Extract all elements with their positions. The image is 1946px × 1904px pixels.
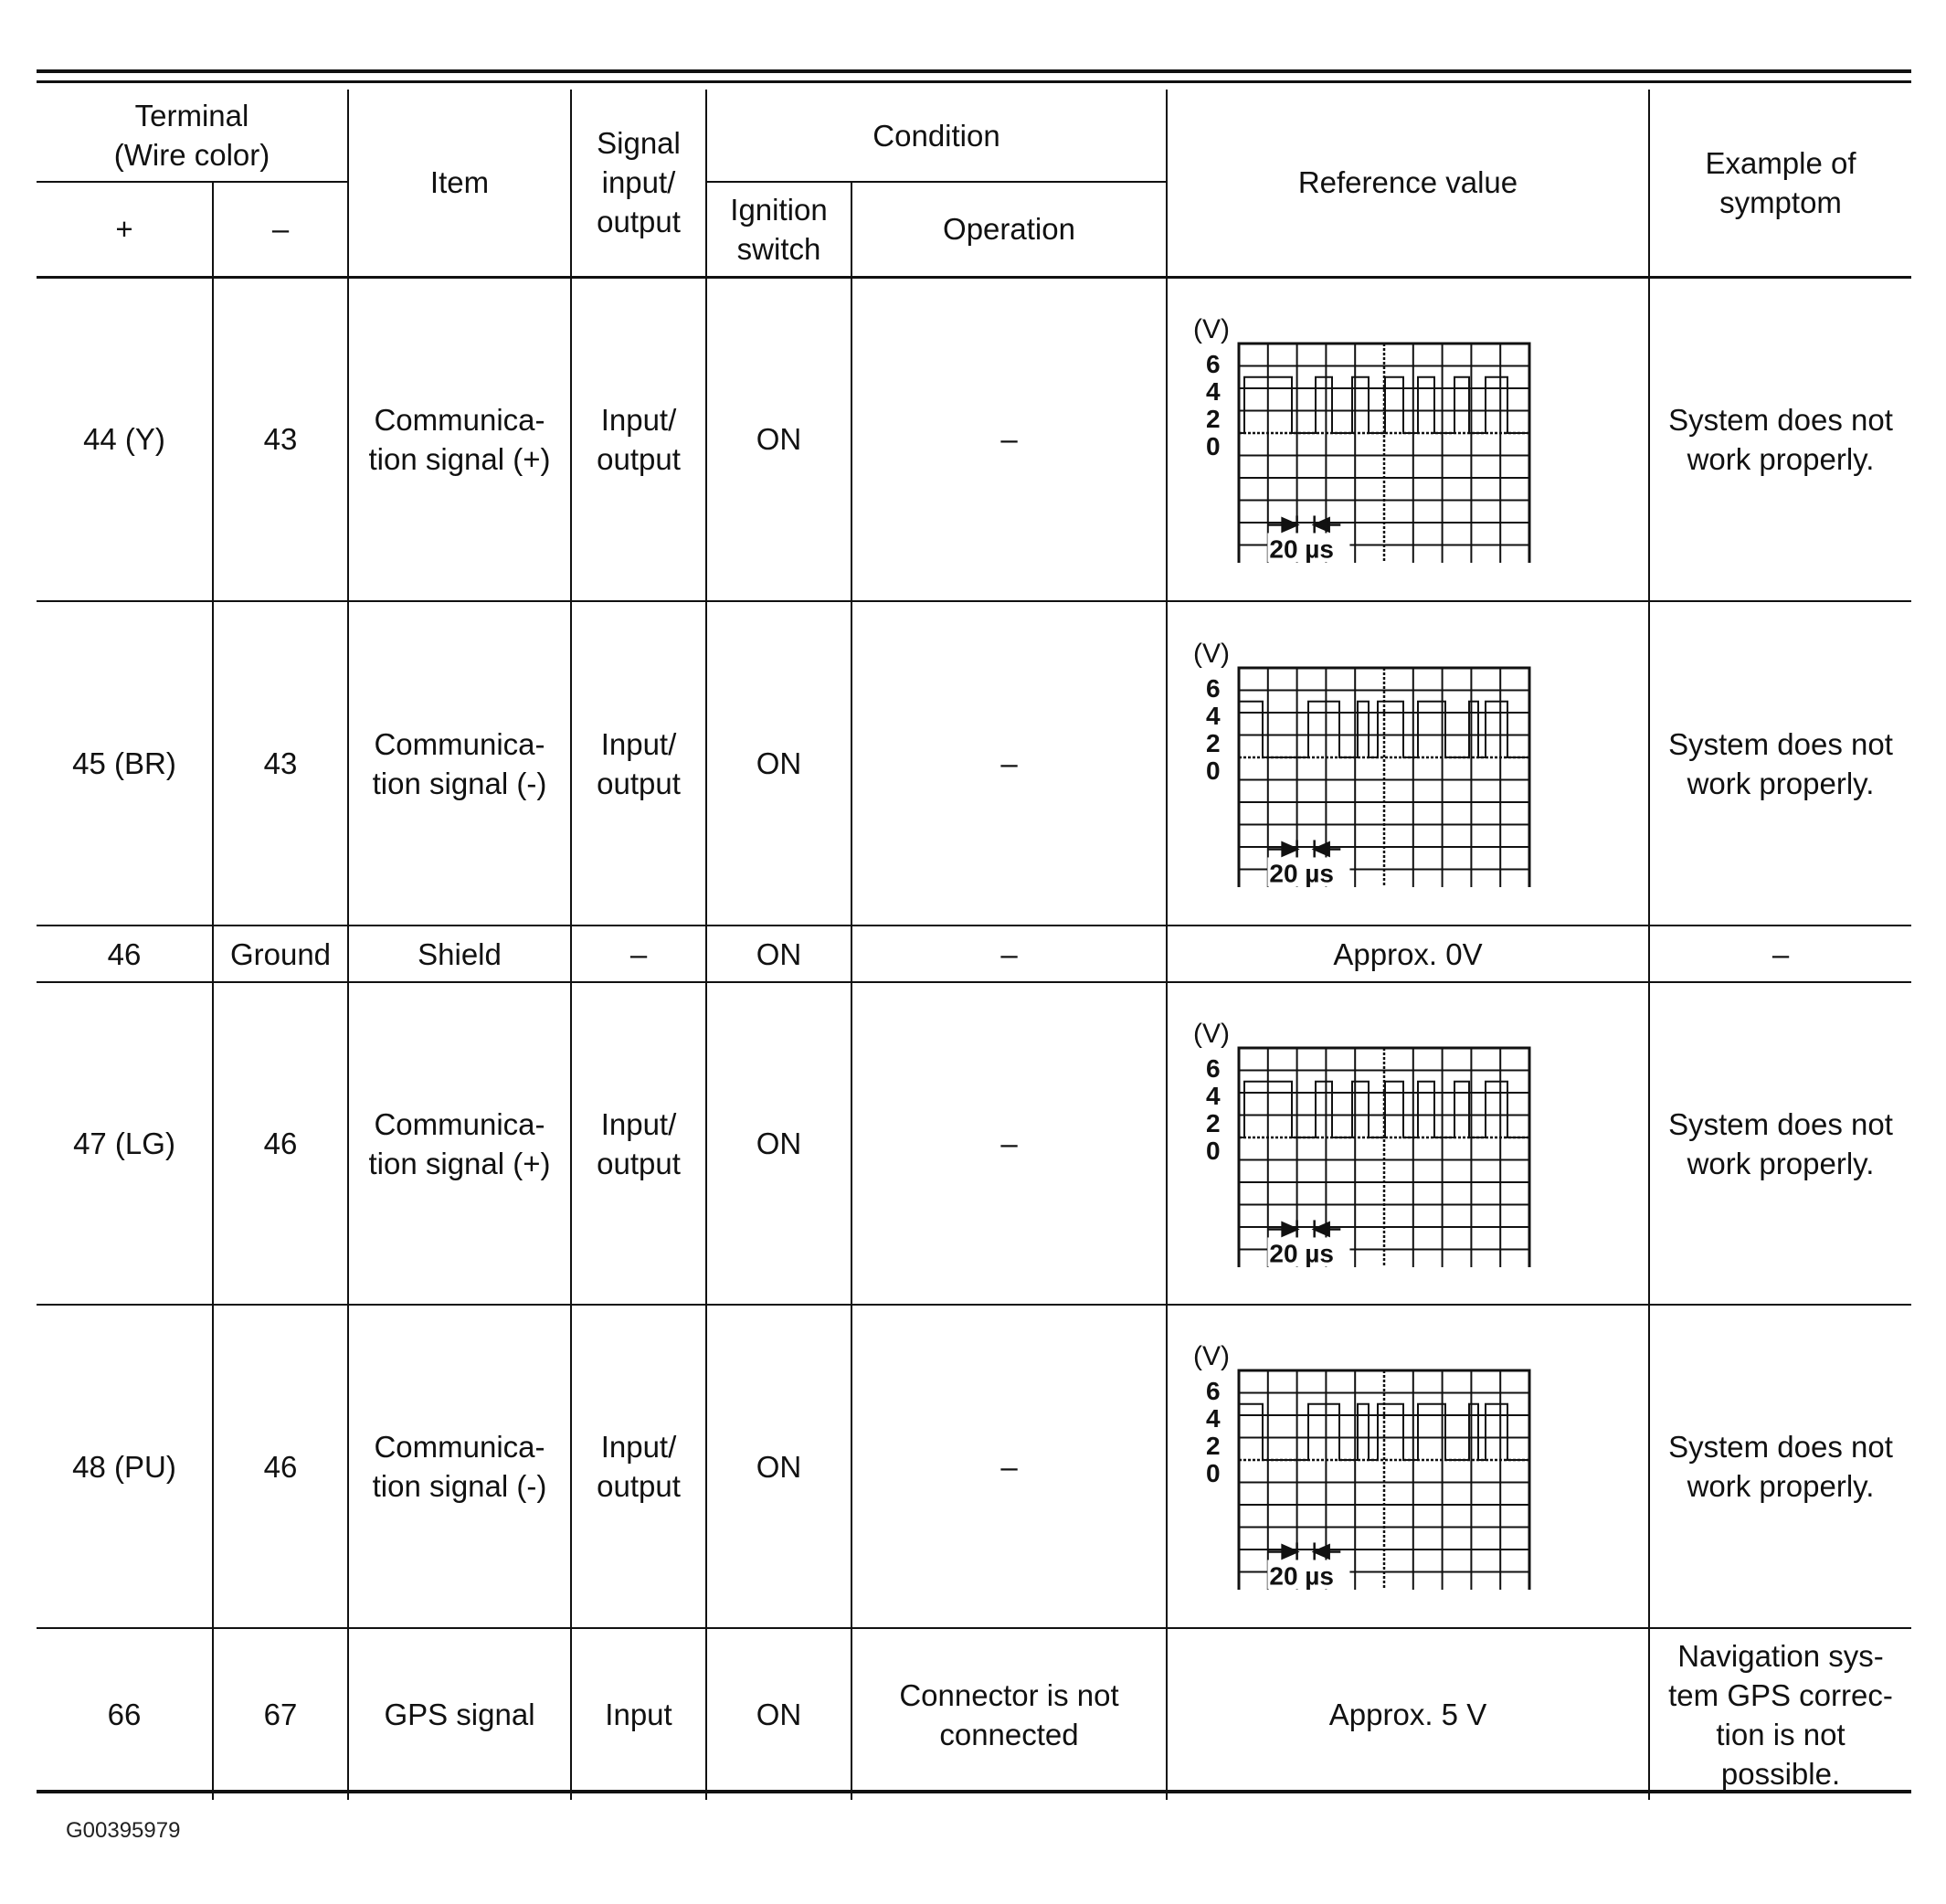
item-name: Shield xyxy=(348,926,571,982)
item-name: Communica- tion signal (-) xyxy=(348,601,571,926)
ignition-switch: ON xyxy=(706,601,851,926)
example-symptom: Navigation sys- tem GPS correc- tion is not possible. xyxy=(1649,1628,1911,1800)
signal-io: Input/ output xyxy=(571,1305,706,1628)
reference-value: Approx. 0V xyxy=(1167,926,1649,982)
terminal-plus: 48 (PU) xyxy=(37,1305,213,1628)
terminal-plus: 46 xyxy=(37,926,213,982)
y-axis-label: (V) xyxy=(1193,1343,1230,1371)
y-tick-label: 2 xyxy=(1206,404,1221,433)
reference-value xyxy=(1167,1305,1649,1628)
terminal-minus: 46 xyxy=(213,982,348,1305)
operation: Connector is not connected xyxy=(851,1628,1167,1800)
header-reference: Reference value xyxy=(1167,90,1649,277)
y-tick-label: 4 xyxy=(1206,376,1221,406)
header-condition: Condition xyxy=(706,90,1167,182)
waveform-chart xyxy=(1193,1021,1549,1267)
figure-code: G00395979 xyxy=(66,1818,181,1843)
table-row xyxy=(37,277,1911,601)
item-name: GPS signal xyxy=(348,1628,571,1800)
waveform-chart xyxy=(1193,640,1549,887)
operation: – xyxy=(851,601,1167,926)
top-rule-thin xyxy=(37,80,1911,83)
terminal-spec-table xyxy=(37,90,1911,1800)
ignition-switch: ON xyxy=(706,1305,851,1628)
item-name: Communica- tion signal (-) xyxy=(348,1305,571,1628)
terminal-plus: 45 (BR) xyxy=(37,601,213,926)
top-rule-thick xyxy=(37,69,1911,73)
item-name: Communica- tion signal (+) xyxy=(348,982,571,1305)
example-symptom: – xyxy=(1649,926,1911,982)
terminal-plus: 66 xyxy=(37,1628,213,1800)
ignition-switch: ON xyxy=(706,1628,851,1800)
y-axis-label: (V) xyxy=(1193,315,1230,344)
operation: – xyxy=(851,1305,1167,1628)
terminal-minus: 67 xyxy=(213,1628,348,1800)
y-tick-label: 4 xyxy=(1206,1081,1221,1110)
y-tick-label: 0 xyxy=(1206,431,1221,460)
terminal-plus: 44 (Y) xyxy=(37,277,213,601)
reference-value: Approx. 5 V xyxy=(1167,1628,1649,1800)
example-symptom: System does not work properly. xyxy=(1649,277,1911,601)
waveform-trace xyxy=(1239,377,1529,433)
reference-value xyxy=(1167,601,1649,926)
y-axis-label: (V) xyxy=(1193,1020,1230,1049)
terminal-minus: 43 xyxy=(213,277,348,601)
signal-io: Input/ output xyxy=(571,601,706,926)
y-tick-label: 0 xyxy=(1206,1136,1221,1165)
waveform-chart xyxy=(1193,1343,1549,1590)
y-tick-label: 2 xyxy=(1206,1108,1221,1137)
table-row xyxy=(37,982,1911,1305)
item-name: Communica- tion signal (+) xyxy=(348,277,571,601)
example-symptom: System does not work properly. xyxy=(1649,601,1911,926)
y-tick-label: 6 xyxy=(1206,1377,1221,1405)
example-symptom: System does not work properly. xyxy=(1649,982,1911,1305)
signal-io: – xyxy=(571,926,706,982)
header-ignition: Ignition switch xyxy=(706,182,851,277)
example-symptom: System does not work properly. xyxy=(1649,1305,1911,1628)
time-scale-marker xyxy=(1268,515,1341,534)
y-tick-label: 4 xyxy=(1206,701,1221,730)
signal-io: Input/ output xyxy=(571,982,706,1305)
operation: – xyxy=(851,926,1167,982)
y-tick-label: 4 xyxy=(1206,1404,1221,1433)
y-tick-label: 6 xyxy=(1206,349,1221,378)
operation: – xyxy=(851,277,1167,601)
time-scale-label: 20 µs xyxy=(1269,534,1335,563)
time-scale-label: 20 µs xyxy=(1269,1238,1335,1267)
terminal-plus: 47 (LG) xyxy=(37,982,213,1305)
y-tick-label: 6 xyxy=(1206,1053,1221,1083)
time-scale-marker xyxy=(1268,1220,1341,1238)
time-scale-marker xyxy=(1268,840,1341,858)
signal-io: Input xyxy=(571,1628,706,1800)
ignition-switch: ON xyxy=(706,926,851,982)
table-row xyxy=(37,1305,1911,1628)
signal-io: Input/ output xyxy=(571,277,706,601)
waveform-trace xyxy=(1239,1081,1529,1137)
table-row xyxy=(37,1628,1911,1800)
y-tick-label: 2 xyxy=(1206,728,1221,757)
reference-value xyxy=(1167,982,1649,1305)
y-tick-label: 0 xyxy=(1206,1459,1221,1487)
terminal-minus: 43 xyxy=(213,601,348,926)
time-scale-label: 20 µs xyxy=(1269,858,1335,887)
ignition-switch: ON xyxy=(706,277,851,601)
y-tick-label: 2 xyxy=(1206,1432,1221,1460)
header-signal: Signal input/ output xyxy=(571,90,706,277)
y-axis-label: (V) xyxy=(1193,640,1230,669)
table-row xyxy=(37,601,1911,926)
y-tick-label: 0 xyxy=(1206,756,1221,785)
time-scale-marker xyxy=(1268,1542,1341,1560)
reference-value xyxy=(1167,277,1649,601)
terminal-minus: Ground xyxy=(213,926,348,982)
ignition-switch: ON xyxy=(706,982,851,1305)
table-row xyxy=(37,926,1911,982)
header-item: Item xyxy=(348,90,571,277)
header-operation: Operation xyxy=(851,182,1167,277)
time-scale-label: 20 µs xyxy=(1269,1561,1335,1590)
header-terminal: Terminal (Wire color) xyxy=(37,90,348,182)
y-tick-label: 6 xyxy=(1206,673,1221,703)
waveform-chart xyxy=(1193,316,1549,563)
terminal-minus: 46 xyxy=(213,1305,348,1628)
header-symptom: Example of symptom xyxy=(1649,90,1911,277)
operation: – xyxy=(851,982,1167,1305)
header-plus: + xyxy=(37,182,213,277)
header-minus: – xyxy=(213,182,348,277)
